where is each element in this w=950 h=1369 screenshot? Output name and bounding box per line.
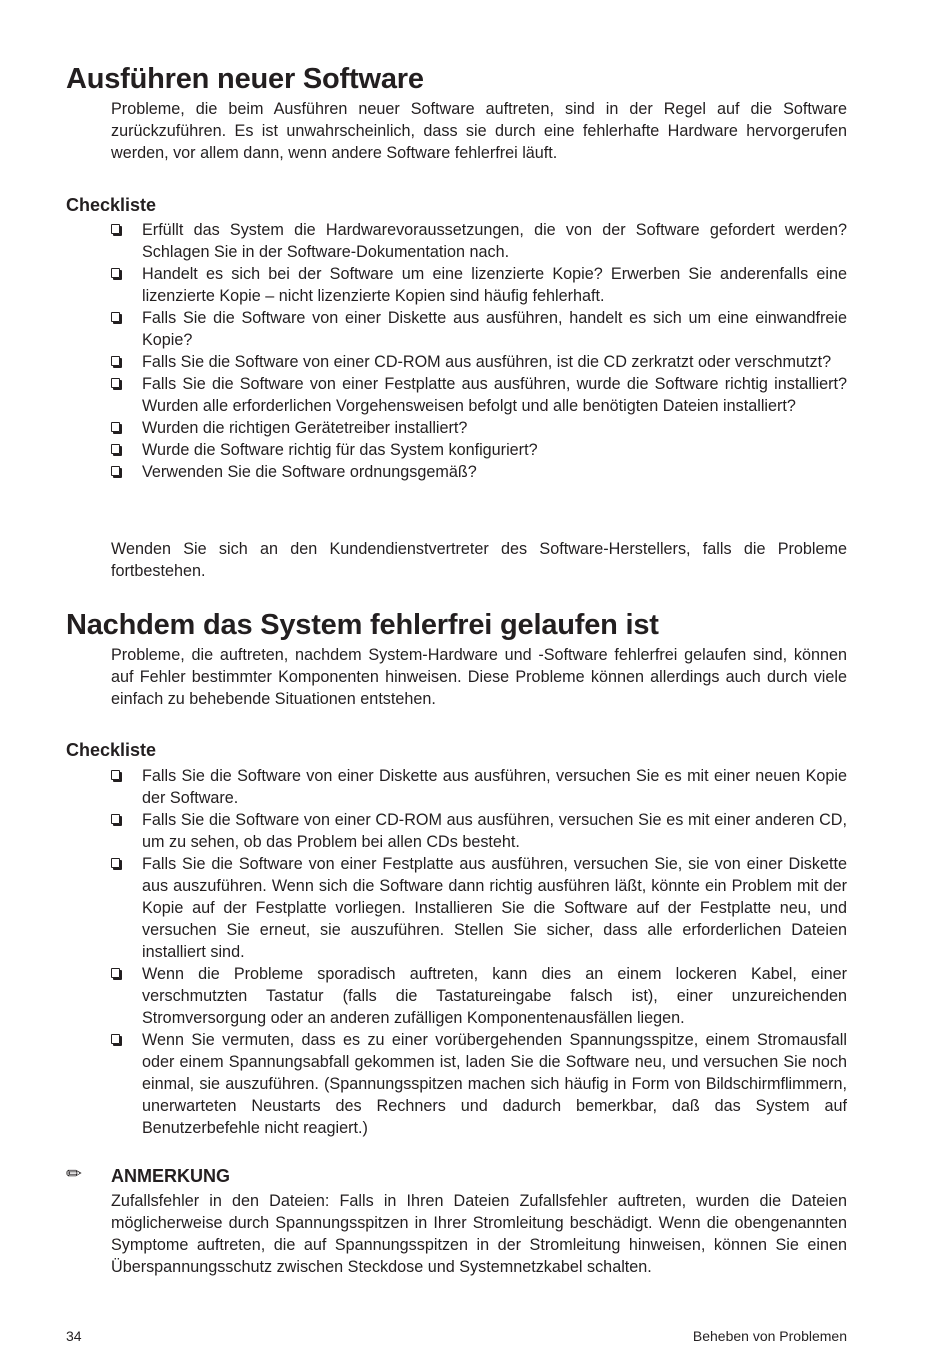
checklist-item: Falls Sie die Software von einer CD-ROM aus ausführen, ist die CD zerkratzt oder verschmutzt? bbox=[111, 351, 847, 373]
checklist-item: Wurden die richtigen Gerätetreiber installiert? bbox=[111, 417, 847, 439]
footer-chapter: Beheben von Problemen bbox=[692, 1328, 847, 1344]
note-title: ANMERKUNG bbox=[111, 1166, 230, 1186]
checkbox-icon bbox=[111, 968, 120, 978]
section-intro: Probleme, die beim Ausführen neuer Software auftreten, sind in der Regel auf die Software zurückzuführen. Es ist unwahrscheinlich, dass sie durch eine fehlerhafte Hardware hervorgerufen werden, vor allem dann, wenn andere Software fehlerfrei läuft. bbox=[111, 100, 847, 162]
section-title: Ausführen neuer Software bbox=[66, 63, 424, 95]
checkbox-icon bbox=[111, 858, 120, 868]
checkbox-icon bbox=[111, 356, 120, 366]
section-intro: Probleme, die auftreten, nachdem System-Hardware und -Software fehlerfrei gelaufen sind, können auf Fehler bestimmter Komponenten hinweisen. Diese Probleme können allerdings auch durch viele einfach zu behebende Situationen entstehen. bbox=[111, 646, 847, 708]
checklist-item: Wurde die Software richtig für das System konfiguriert? bbox=[111, 439, 847, 461]
checkbox-icon bbox=[111, 466, 120, 476]
closing-paragraph: Wenden Sie sich an den Kundendienstvertreter des Software-Herstellers, falls die Probleme fortbestehen. bbox=[111, 540, 847, 580]
checkbox-icon bbox=[111, 268, 120, 278]
checkbox-icon bbox=[111, 378, 120, 388]
checklist-item: Erfüllt das System die Hardwarevoraussetzungen, die von der Software gefordert werden? Schlagen Sie in der Software-Dokumentation nach. bbox=[111, 219, 847, 263]
checklist-item: Falls Sie die Software von einer Diskette aus ausführen, handelt es sich um eine einwandfreie Kopie? bbox=[111, 307, 847, 351]
checkbox-icon bbox=[111, 444, 120, 454]
pencil-icon: ✏ bbox=[66, 1164, 82, 1185]
checklist-item: Falls Sie die Software von einer Diskette aus ausführen, versuchen Sie es mit einer neuen Kopie der Software. bbox=[111, 765, 847, 809]
note-text: Zufallsfehler in den Dateien: Falls in Ihren Dateien Zufallsfehler auftreten, wurden die Dateien möglicherweise durch Spannungsspitzen in Ihrer Stromleitung beschädigt. Wenn die obengenannten Symptome auftreten, die auf Spannungsspitzen in der Stromleitung hinweisen, können Sie einen Überspannungsschutz zwischen Steckdose und Systemnetzkabel schalten. bbox=[111, 1192, 847, 1276]
checklist-item: Verwenden Sie die Software ordnungsgemäß? bbox=[111, 461, 847, 483]
checkbox-icon bbox=[111, 422, 120, 432]
checklist-item: Wenn die Probleme sporadisch auftreten, kann dies an einem lockeren Kabel, einer verschmutzten Tastatur (falls die Tastatureingabe falsch ist), einer unzureichenden Stromversorgung oder an anderen zufälligen Komponentenausfällen liegen. bbox=[111, 963, 847, 1029]
checkbox-icon bbox=[111, 770, 120, 780]
page-number: 34 bbox=[66, 1328, 82, 1344]
checklist-item: Falls Sie die Software von einer Festplatte aus ausführen, wurde die Software richtig installiert? Wurden alle erforderlichen Vorgehensweisen befolgt und alle benötigten Dateien installiert? bbox=[111, 373, 847, 417]
checkbox-icon bbox=[111, 224, 120, 234]
checklist-item: Falls Sie die Software von einer CD-ROM aus ausführen, versuchen Sie es mit einer anderen CD, um zu sehen, ob das Problem bei allen CDs besteht. bbox=[111, 809, 847, 853]
checklist-heading: Checkliste bbox=[66, 740, 157, 760]
checklist-heading: Checkliste bbox=[66, 195, 157, 215]
checklist bbox=[111, 765, 847, 1139]
checklist bbox=[111, 219, 847, 483]
checklist-item: Handelt es sich bei der Software um eine lizenzierte Kopie? Erwerben Sie anderenfalls eine lizenzierte Kopie – nicht lizenzierte Kopien sind häufig fehlerhaft. bbox=[111, 263, 847, 307]
checkbox-icon bbox=[111, 312, 120, 322]
checklist-item: Falls Sie die Software von einer Festplatte aus ausführen, versuchen Sie, sie von einer Diskette aus auszuführen. Wenn sich die Software dann richtig ausführen läßt, könnte ein Problem mit der Kopie auf der Festplatte vorliegen. Installieren Sie die Software auf der Festplatte neu, und versuchen Sie erneut, sie auszuführen. Stellen Sie sicher, dass alle erforderlichen Dateien installiert sind. bbox=[111, 853, 847, 963]
checkbox-icon bbox=[111, 1034, 120, 1044]
section-title: Nachdem das System fehlerfrei gelaufen ist bbox=[66, 609, 659, 641]
checkbox-icon bbox=[111, 814, 120, 824]
checklist-item: Wenn Sie vermuten, dass es zu einer vorübergehenden Spannungsspitze, einem Stromausfall oder einem Spannungsabfall gekommen ist, laden Sie die Software neu, und versuchen Sie noch einmal, sie auszuführen. (Spannungsspitzen machen sich häufig in Form von Bildschirmflimmern, unerwarteten Neustarts des Rechners und dadurch bemerkbar, daß das System auf Benutzerbefehle nicht reagiert.) bbox=[111, 1029, 847, 1139]
